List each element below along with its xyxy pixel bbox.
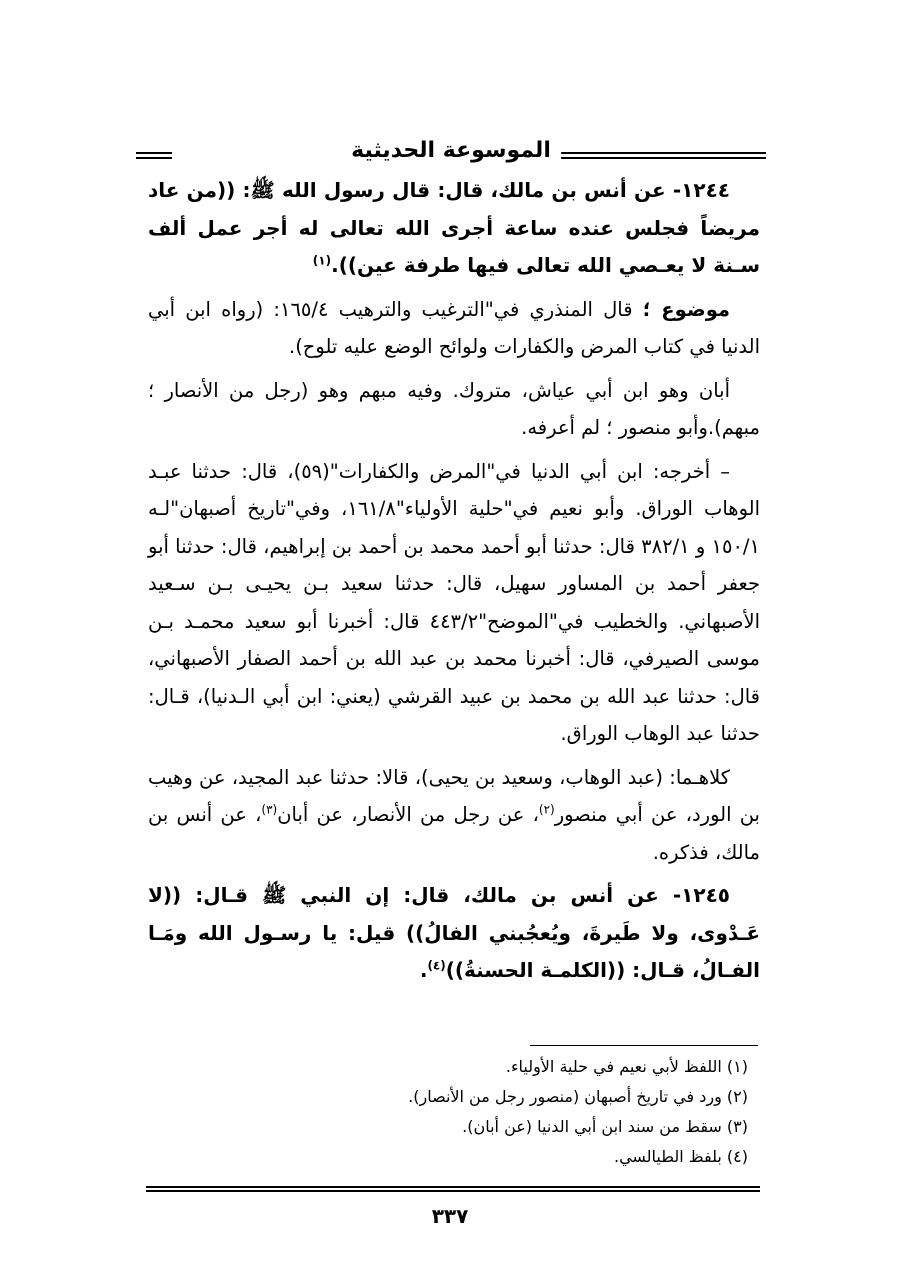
footnote-ref-2: (٢) xyxy=(538,802,555,817)
hadith-1245-text: ١٢٤٥- عن أنس بن مالك، قال: إن النبي ﷺ قـال: ((لا عَـدْوى، ولا طَيرةَ، ويُعجُبني الفالُ)) قيل: يا رسـول الله ومَـا الفـالُ، قـال: ((الكلمـة الحسنةُ)) xyxy=(148,883,760,982)
footnote-2: (٢) ورد في تاريخ أصبهان (منصور رجل من الأنصار). xyxy=(408,1087,748,1106)
footnote-4: (٤) بلفظ الطيالسي. xyxy=(613,1147,748,1166)
both-chain-paragraph xyxy=(148,759,760,872)
grading-label: موضوع ؛ xyxy=(642,297,730,321)
hadith-1245-end: . xyxy=(419,958,428,982)
footnote-1: (١) اللفظ لأبي نعيم في حلية الأولياء. xyxy=(505,1057,748,1076)
main-text xyxy=(148,172,760,996)
footnotes xyxy=(148,1052,760,1172)
hadith-1244 xyxy=(148,172,760,285)
footnote-3: (٣) سقط من سند ابن أبي الدنيا (عن أبان). xyxy=(462,1117,748,1136)
hadith-1244-text: ١٢٤٤- عن أنس بن مالك، قال: قال رسول الله ﷺ: ((من عاد مريضاً فجلس عنده ساعة أجرى الله تعالى له أجر عمل ألف سـنة لا يعـصي الله تعالى فيها طرفة عين)). xyxy=(148,178,760,277)
page-number: ٣٣٧ xyxy=(431,1204,469,1228)
footnote-ref-3: (٣) xyxy=(261,802,278,817)
header-rule-left xyxy=(136,152,172,159)
footnote-separator xyxy=(530,1045,758,1046)
footnote-ref-1: (١) xyxy=(312,253,332,268)
header-title: الموسوعة الحديثية xyxy=(341,136,561,166)
takhrij-paragraph: – أخرجه: ابن أبي الدنيا في"المرض والكفارات"(٥٩)، قال: حدثنا عبـد الوهاب الوراق. وأبو نعيم في"حلية الأولياء"١٦١/٨، وفي"تاريخ أصبهان"لـه ١٥٠/١ و ٣٨٢/١ قال: حدثنا أبو أحمد محمد بن أحمد بن إبراهيم، قال: حدثنا أبو جعفر أحمد بن المساور سهيل، قال: حدثنا سعيد بـن يحيـى بـن سـعيد الأصبهاني. والخطيب في"الموضح"٤٤٣/٢ قال: أخبرنا أبو سعيد محمـد بـن موسى الصيرفي، قال: أخبرنا محمد بن عبد الله بن أحمد الصفار الأصبهاني، قال: حدثنا عبد الله بن محمد بن عبيد القرشي (يعني: ابن أبي الـدنيا)، قـال: حدثنا عبد الوهاب الوراق. xyxy=(148,459,761,745)
grading-paragraph xyxy=(148,291,760,366)
running-header xyxy=(136,136,766,166)
both-chain-part2: ، عن رجل من الأنصار، عن أبان xyxy=(277,803,539,826)
narrator-note: أبان وهو ابن أبي عياش، متروك. وفيه مبهم وهو (رجل من الأنصار ؛ مبهم).وأبو منصور ؛ لم أعرفه. xyxy=(148,378,760,439)
footnote-ref-4: (٤) xyxy=(427,958,446,973)
both-chain-part1: كلاهـما: (عبد الوهاب، وسعيد بن يحيى)، قالا: حدثنا عبد المجيد، عن وهيب بن الورد، عن أبي منصور xyxy=(148,765,760,826)
both-chain-part3: ، عن أنس بن مالك، فذكره. xyxy=(148,803,760,864)
grading-text: قال المنذري في"الترغيب والترهيب ١٦٥/٤: (رواه ابن أبي الدنيا في كتاب المرض والكفارات ولوائح الوضع عليه تلوح). xyxy=(148,297,760,358)
bottom-rule xyxy=(146,1186,760,1192)
hadith-1245 xyxy=(148,877,760,990)
